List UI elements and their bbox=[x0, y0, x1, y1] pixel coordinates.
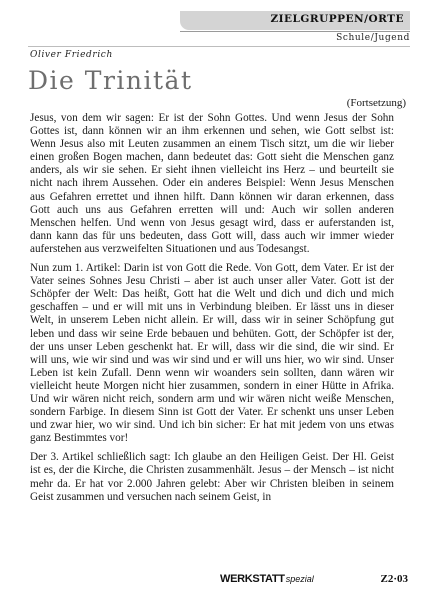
article-body bbox=[30, 112, 394, 510]
logo-main: WERKSTATT bbox=[220, 573, 285, 585]
author-name: Oliver Friedrich bbox=[30, 50, 113, 60]
paragraph: Nun zum 1. Artikel: Darin ist von Gott die Rede. Von Gott, dem Vater. Er ist der Vater seines Sohnes Jesu Christi – aber ist auch unser aller Vater. Gott ist der Schöpfer der Welt: Das heißt, Gott hat die Welt und dich und dich und mich geschaffen – und er will mit uns in Verbindung bleiben. Er lässt uns in dieser Welt, in unserem Leben nicht allein. Er will, dass wir in seiner Schöpfung gut leben und dass wir seine Erde bebauen und behüten. Gott, der Schöpfer ist der, der uns unser Leben geschenkt hat. Er will, dass wir die sind, die wir sind. Er will uns, wie wir sind und was wir sind und er will uns hier, wo wir sind. Unser Leben ist kein Zufall. Denn wenn wir woanders sein sollten, dann wären wir vielleicht heute Morgen nicht hier zusammen, sondern in einer Hütte in Afrika. Und wir wären nicht reich, sondern arm und wir wären nicht weiße Menschen, sondern Farbige. In diesem Sinn ist Gott der Vater. Er schenkt uns unser Leben und zwar hier, wo wir sind. Und ich bin sicher: Er hat mit jedem von uns etwas ganz Bestimmtes vor! bbox=[30, 262, 394, 445]
paragraph: Der 3. Artikel schließlich sagt: Ich glaube an den Heiligen Geist. Der Hl. Geist ist es, der die Kirche, die Christen zusammenhält. Jesus – der Mensch – ist nicht mehr da. Er hat vor 2.000 Jahren gelebt: Aber wir Christen bleiben in seinem Geist zusammen und versuchen nach seinem Geist, in bbox=[30, 451, 394, 503]
publication-logo bbox=[220, 573, 314, 585]
category-label: ZIELGRUPPEN/ORTE bbox=[270, 13, 404, 25]
page-number: Z2·03 bbox=[380, 573, 408, 585]
paragraph: Jesus, von dem wir sagen: Er ist der Sohn Gottes. Und wenn Jesus der Sohn Gottes ist, dann können wir an ihm erkennen und sehen, wie Gott selbst ist: Wenn Jesus also mit Leuten zusammen an einem Tisch sitzt, um die wir lieber einen großen Bogen machen, dann bedeutet das: Gott sieht die Menschen ganz anders, als wir sie sehen. Er sieht ihnen vielleicht ins Herz – und beurteilt sie nicht nach ihrem Aussehen. Oder ein anderes Beispiel: Wenn Jesus Menschen aus Gefahren errettet und ihnen hilft. Dann können wir daran erkennen, dass Gott auch uns aus Gefahren erretten will und: Auch wir sollen anderen Menschen helfen. Und wenn von Jesus gesagt wird, dass er auferstanden ist, dann kann das für uns bedeuten, dass Gott will, dass auch wir immer wieder auferstehen aus verzweifelten Situationen und aus Todesangst. bbox=[30, 112, 394, 255]
category-tab bbox=[180, 11, 410, 30]
author-rule bbox=[28, 46, 410, 47]
subcategory-label: Schule/Jugend bbox=[336, 33, 410, 43]
header-rule bbox=[180, 31, 410, 32]
continuation-note: (Fortsetzung) bbox=[346, 97, 406, 109]
logo-sub: spezial bbox=[285, 574, 314, 584]
article-title: Die Trinität bbox=[28, 66, 193, 95]
